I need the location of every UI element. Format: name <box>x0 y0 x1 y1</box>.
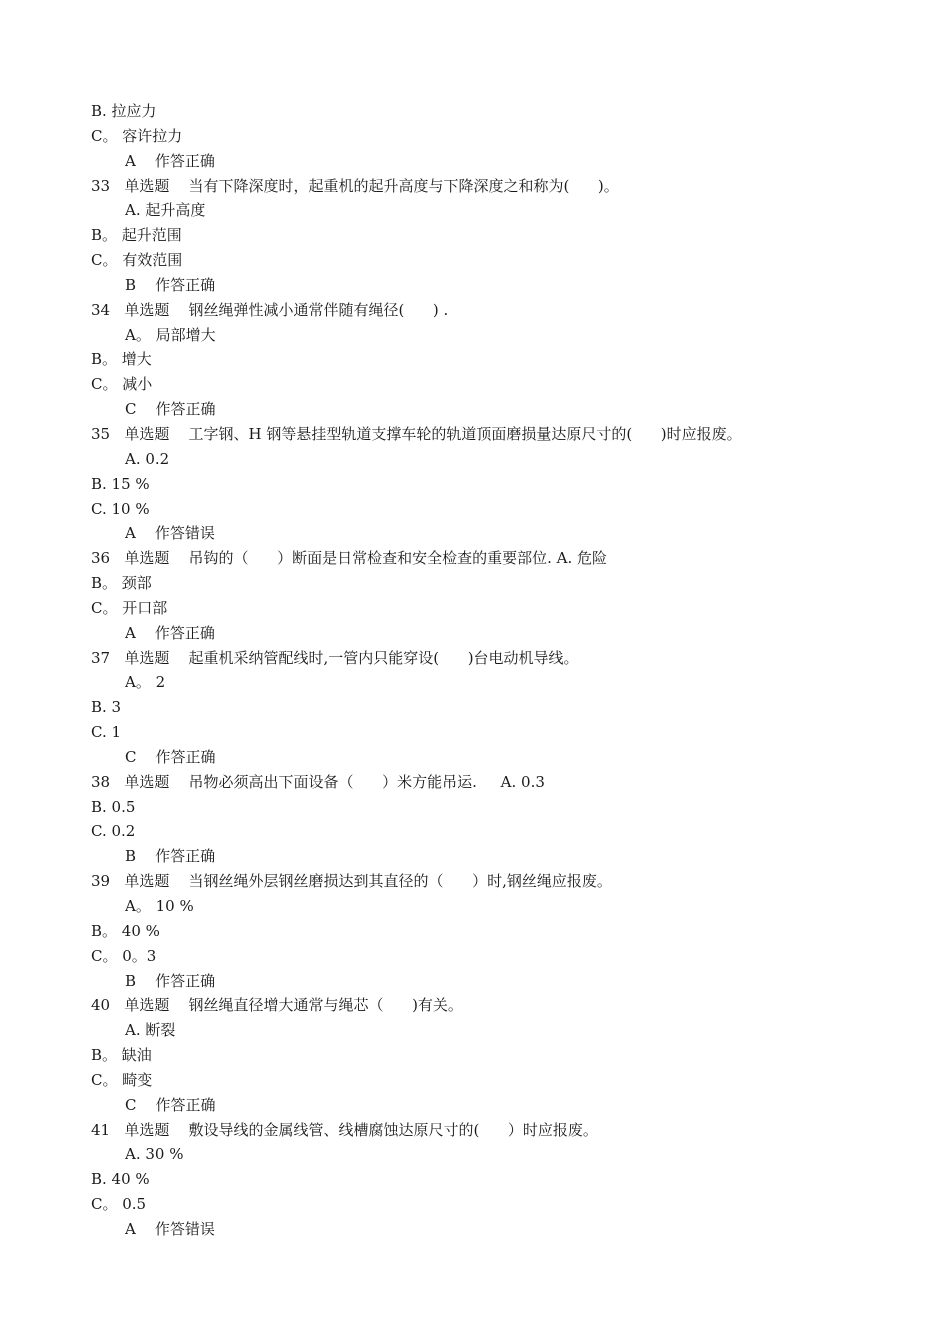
text-line: A。 2 <box>125 673 166 692</box>
text-line: 34 单选题 钢丝绳弹性减小通常伴随有绳径( ) . <box>91 300 449 319</box>
text-line: A. 30 % <box>125 1145 184 1164</box>
text-line: A. 断裂 <box>125 1021 176 1040</box>
text-line: 41 单选题 敷设导线的金属线管、线槽腐蚀达原尺寸的( ）时应报废。 <box>91 1120 598 1139</box>
text-line: B 作答正确 <box>125 971 216 990</box>
text-line: C. 0.2 <box>91 822 136 841</box>
text-line: 37 单选题 起重机采纳管配线时,一管内只能穿设( )台电动机导线。 <box>91 648 579 667</box>
text-line: C。 开口部 <box>91 598 168 617</box>
text-line: B。 颈部 <box>91 574 152 593</box>
text-line: B 作答正确 <box>125 847 216 866</box>
text-line: A 作答错误 <box>125 524 215 543</box>
text-line: 35 单选题 工字钢、H 钢等悬挂型轨道支撑车轮的轨道顶面磨损量达原尺寸的( )时应报废。 <box>91 424 742 443</box>
text-line: 36 单选题 吊钩的（ ）断面是日常检查和安全检查的重要部位. A. 危险 <box>91 549 607 568</box>
text-line: A 作答正确 <box>125 151 215 170</box>
text-line: 38 单选题 吊物必须高出下面设备（ ）米方能吊运. A. 0.3 <box>91 772 545 791</box>
text-line: C 作答正确 <box>125 1095 216 1114</box>
text-line: B。 增大 <box>91 350 152 369</box>
text-line: C. 10 % <box>91 499 150 518</box>
text-line: C。 有效范围 <box>91 251 183 270</box>
text-line: B。 起升范围 <box>91 226 182 245</box>
text-line: C。 减小 <box>91 375 153 394</box>
text-line: 40 单选题 钢丝绳直径增大通常与绳芯（ )有关。 <box>91 996 463 1015</box>
text-line: C. 1 <box>91 723 122 742</box>
text-line: B. 40 % <box>91 1170 150 1189</box>
text-line: A. 起升高度 <box>125 201 206 220</box>
text-line: B。 40 % <box>91 921 160 940</box>
text-line: 33 单选题 当有下降深度时，起重机的起升高度与下降深度之和称为( )。 <box>91 176 619 195</box>
text-line: C。 0.5 <box>91 1195 147 1214</box>
document-body <box>91 99 911 1242</box>
text-line: C 作答正确 <box>125 747 216 766</box>
text-line: 39 单选题 当钢丝绳外层钢丝磨损达到其直径的（ ）时,钢丝绳应报废。 <box>91 872 612 891</box>
text-line: B。 缺油 <box>91 1046 152 1065</box>
text-line: A 作答正确 <box>125 623 215 642</box>
text-line: A 作答错误 <box>125 1219 215 1238</box>
text-line: A。 局部增大 <box>125 325 216 344</box>
text-line: C。 畸变 <box>91 1070 153 1089</box>
text-line: B. 15 % <box>91 474 150 493</box>
text-line: C 作答正确 <box>125 400 216 419</box>
text-line: B. 3 <box>91 698 122 717</box>
text-line: B 作答正确 <box>125 275 216 294</box>
text-line: B. 0.5 <box>91 797 136 816</box>
text-line: A. 0.2 <box>125 449 170 468</box>
text-line: C。 容许拉力 <box>91 126 183 145</box>
text-line: A。 10 % <box>125 897 194 915</box>
text-line: C。 0。3 <box>91 946 157 965</box>
text-line: B. 拉应力 <box>91 102 157 120</box>
